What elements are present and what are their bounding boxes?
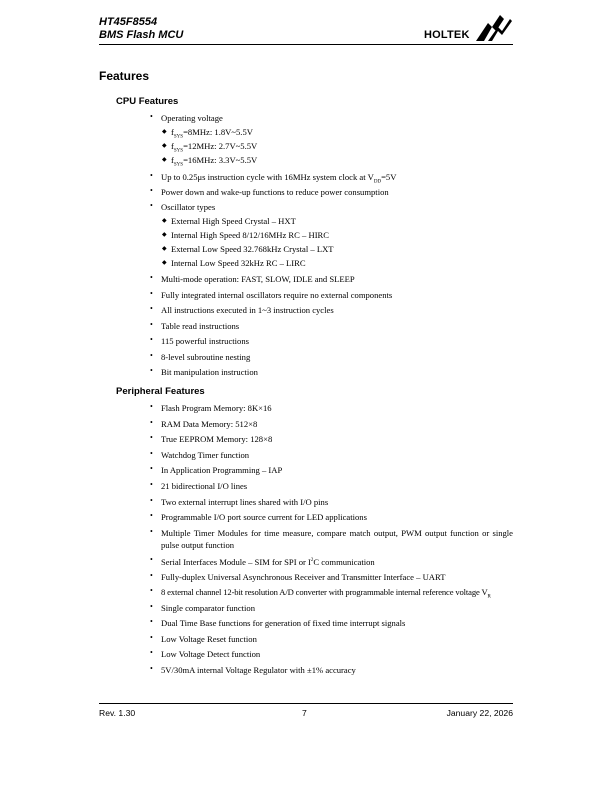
header-part-number: HT45F8554 xyxy=(99,16,158,28)
holtek-logo xyxy=(424,13,514,43)
diamond-bullet-icon: ◆ xyxy=(162,259,167,266)
list-item: All instructions executed in 1~3 instruction cycles xyxy=(161,305,334,315)
bullet-icon: • xyxy=(150,555,153,564)
bullet-icon: • xyxy=(150,402,153,411)
header-rule xyxy=(99,44,513,45)
sub-list-item: $f_{SYS}=8MHz$: 1.8V~5.5V xyxy=(171,127,253,140)
list-item: True EEPROM Memory: 128×8 xyxy=(161,434,273,444)
bullet-icon: • xyxy=(150,201,153,210)
header-product-name: BMS Flash MCU xyxy=(99,29,184,41)
bullet-icon: • xyxy=(150,602,153,611)
list-item: Fully-duplex Universal Asynchronous Receiver and Transmitter Interface – UART xyxy=(161,572,446,582)
bullet-icon: • xyxy=(150,480,153,489)
bullet-icon: • xyxy=(150,511,153,520)
list-item: 5V/30mA internal Voltage Regulator with ±1% accuracy xyxy=(161,665,356,675)
bullet-icon: • xyxy=(150,449,153,458)
bullet-icon: • xyxy=(150,351,153,360)
bullet-icon: • xyxy=(150,496,153,505)
bullet-icon: • xyxy=(150,648,153,657)
sub-list-item: $f_{SYS}=16MHz$: 3.3V~5.5V xyxy=(171,155,258,168)
list-item: Flash Program Memory: 8K×16 xyxy=(161,403,272,413)
list-item: 8 external channel 12-bit resolution A/D converter with programmable internal reference voltage $V_R$ xyxy=(161,587,491,600)
list-item: 115 powerful instructions xyxy=(161,336,249,346)
footer-date: January 22, 2026 xyxy=(446,708,513,718)
bullet-icon: • xyxy=(150,335,153,344)
bullet-icon: • xyxy=(150,366,153,375)
bullet-icon: • xyxy=(150,586,153,595)
list-item: Oscillator types xyxy=(161,202,216,212)
list-item: Serial Interfaces Module – SIM for SPI or $I^2C$ communication xyxy=(161,556,375,567)
diamond-bullet-icon: ◆ xyxy=(162,128,167,135)
footer-rule xyxy=(99,703,513,704)
list-item: Bit manipulation instruction xyxy=(161,367,258,377)
list-item: Up to 0.25μs instruction cycle with 16MHz system clock at $V_{DD}=5V$ xyxy=(161,172,397,185)
footer-revision: Rev. 1.30 xyxy=(99,708,136,718)
bullet-icon: • xyxy=(150,527,153,536)
bullet-icon: • xyxy=(150,418,153,427)
list-item: Multi-mode operation: FAST, SLOW, IDLE and SLEEP xyxy=(161,274,355,284)
list-item: Dual Time Base functions for generation of fixed time interrupt signals xyxy=(161,618,406,628)
bullet-icon: • xyxy=(150,304,153,313)
list-item: 8-level subroutine nesting xyxy=(161,352,251,362)
diamond-bullet-icon: ◆ xyxy=(162,142,167,149)
list-item: Table read instructions xyxy=(161,321,240,331)
holtek-logo-icon xyxy=(474,13,514,43)
list-item: Fully integrated internal oscillators require no external components xyxy=(161,290,393,300)
logo-text: HOLTEK xyxy=(424,29,470,41)
bullet-icon: • xyxy=(150,571,153,580)
bullet-icon: • xyxy=(150,464,153,473)
footer-page-number: 7 xyxy=(302,708,307,718)
list-item: Two external interrupt lines shared with I/O pins xyxy=(161,497,329,507)
sub-list-item: Internal Low Speed 32kHz RC – LIRC xyxy=(171,258,306,268)
sub-list-item: $f_{SYS}=12MHz$: 2.7V~5.5V xyxy=(171,141,258,154)
bullet-icon: • xyxy=(150,433,153,442)
list-item: 21 bidirectional I/O lines xyxy=(161,481,248,491)
bullet-icon: • xyxy=(150,289,153,298)
list-item: Low Voltage Detect function xyxy=(161,649,261,659)
list-item: Single comparator function xyxy=(161,603,256,613)
bullet-icon: • xyxy=(150,617,153,626)
sub-list-item: External Low Speed 32.768kHz Crystal – LXT xyxy=(171,244,334,254)
list-item: Programmable I/O port source current for LED applications xyxy=(161,512,367,522)
peripheral-features-heading: Peripheral Features xyxy=(116,386,205,397)
diamond-bullet-icon: ◆ xyxy=(162,245,167,252)
bullet-icon: • xyxy=(150,186,153,195)
bullet-icon: • xyxy=(150,273,153,282)
list-item: Multiple Timer Modules for time measure, compare match output, PWM output function or single pulse output function xyxy=(161,528,513,550)
bullet-icon: • xyxy=(150,320,153,329)
cpu-features-heading: CPU Features xyxy=(116,96,179,107)
list-item: Watchdog Timer function xyxy=(161,450,250,460)
sub-list-item: External High Speed Crystal – HXT xyxy=(171,216,296,226)
list-item: Low Voltage Reset function xyxy=(161,634,257,644)
list-item: Power down and wake-up functions to reduce power consumption xyxy=(161,187,389,197)
diamond-bullet-icon: ◆ xyxy=(162,217,167,224)
sub-list-item: Internal High Speed 8/12/16MHz RC – HIRC xyxy=(171,230,330,240)
section-title: Features xyxy=(99,69,150,83)
bullet-icon: • xyxy=(150,112,153,121)
diamond-bullet-icon: ◆ xyxy=(162,156,167,163)
list-item: Operating voltage xyxy=(161,113,223,123)
bullet-icon: • xyxy=(150,633,153,642)
list-item: RAM Data Memory: 512×8 xyxy=(161,419,258,429)
diamond-bullet-icon: ◆ xyxy=(162,231,167,238)
list-item: In Application Programming – IAP xyxy=(161,465,283,475)
bullet-icon: • xyxy=(150,171,153,180)
bullet-icon: • xyxy=(150,664,153,673)
